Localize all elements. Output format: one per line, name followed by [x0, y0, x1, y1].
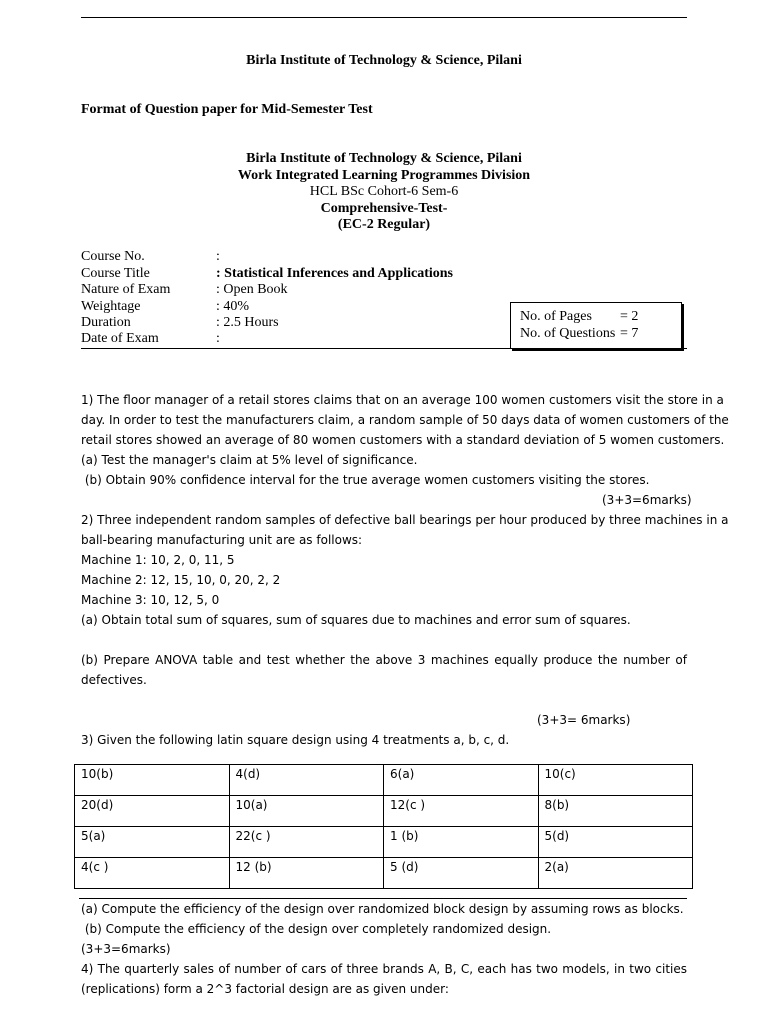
- q2-line-2: ball-bearing manufacturing unit are as follows:: [81, 533, 363, 547]
- table-cell: 22(c ): [229, 827, 384, 858]
- nature-of-exam-value: : Open Book: [216, 282, 288, 297]
- questions-label: No. of Questions: [520, 326, 616, 341]
- q2-part-a: (a) Obtain total sum of squares, sum of squares due to machines and error sum of squares.: [81, 613, 631, 627]
- pages-label: No. of Pages: [520, 309, 592, 324]
- table-cell: 5(a): [75, 827, 230, 858]
- nature-of-exam-label: Nature of Exam: [81, 282, 171, 297]
- questions-value: = 7: [620, 326, 639, 341]
- q3-part-a: (a) Compute the efficiency of the design over randomized block design by assuming rows as blocks.: [81, 902, 684, 916]
- q2-part-b-line-1: (b) Prepare ANOVA table and test whether the above 3 machines equally produce the number of: [81, 653, 687, 667]
- q3-marks: (3+3=6marks): [81, 942, 171, 956]
- q1-line-2: day. In order to test the manufacturers claim, a random sample of 50 days data of women customers of the: [81, 413, 729, 427]
- format-title: Format of Question paper for Mid-Semester Test: [81, 102, 373, 117]
- exam-test-name: Comprehensive-Test-: [320, 200, 448, 216]
- meta-rule: [81, 348, 687, 349]
- table-cell: 12 (b): [229, 858, 384, 889]
- weightage-label: Weightage: [81, 299, 141, 314]
- table-cell: 6(a): [384, 765, 539, 796]
- table-cell: 8(b): [538, 796, 693, 827]
- table-cell: 2(a): [538, 858, 693, 889]
- course-title-value: : Statistical Inferences and Applications: [216, 266, 453, 281]
- exam-cohort: HCL BSc Cohort-6 Sem-6: [309, 184, 459, 199]
- table-row: [75, 858, 693, 889]
- q1-marks: (3+3=6marks): [602, 493, 692, 507]
- q3-parts: [81, 899, 687, 959]
- table-cell: 10(c): [538, 765, 693, 796]
- table-cell: 20(d): [75, 796, 230, 827]
- question-2: [81, 510, 729, 630]
- q2-machine-1: Machine 1: 10, 2, 0, 11, 5: [81, 553, 235, 567]
- date-of-exam-label: Date of Exam: [81, 331, 159, 346]
- q2-machine-3: Machine 3: 10, 12, 5, 0: [81, 593, 220, 607]
- q4-line-1: 4) The quarterly sales of number of cars of three brands A, B, C, each has two models, in two cities: [81, 962, 687, 976]
- q2-part-b: [81, 650, 687, 690]
- table-cell: 10(b): [75, 765, 230, 796]
- latin-square-table: [74, 764, 693, 889]
- pages-box: [510, 302, 682, 349]
- table-cell: 5 (d): [384, 858, 539, 889]
- q2-line-1: 2) Three independent random samples of defective ball bearings per hour produced by three machines in a: [81, 513, 729, 527]
- table-row: [75, 827, 693, 858]
- table-row: [75, 765, 693, 796]
- date-of-exam-value: :: [216, 331, 220, 346]
- pages-value: = 2: [620, 309, 639, 324]
- q1-line-1: 1) The floor manager of a retail stores claims that on an average 100 women customers visit the store in a: [81, 393, 724, 407]
- exam-regular: (EC-2 Regular): [337, 217, 431, 232]
- q1-part-b: (b) Obtain 90% confidence interval for the true average women customers visiting the stores.: [81, 473, 650, 487]
- question-1: [81, 390, 729, 490]
- course-no-value: :: [216, 249, 220, 264]
- question-4: [81, 959, 687, 999]
- q1-part-a: (a) Test the manager's claim at 5% level of significance.: [81, 453, 418, 467]
- q1-line-3: retail stores showed an average of 80 women customers with a standard deviation of 5 women customers.: [81, 433, 725, 447]
- top-rule: [81, 17, 687, 18]
- table-cell: 5(d): [538, 827, 693, 858]
- table-cell: 4(c ): [75, 858, 230, 889]
- exam-division: Work Integrated Learning Programmes Division: [237, 167, 531, 183]
- q2-marks: (3+3= 6marks): [537, 713, 631, 727]
- q3-intro: 3) Given the following latin square design using 4 treatments a, b, c, d.: [81, 733, 510, 747]
- exam-institute: Birla Institute of Technology & Science, Pilani: [246, 151, 522, 166]
- weightage-value: : 40%: [216, 299, 250, 314]
- q2-part-b-line-2: defectives.: [81, 673, 147, 687]
- q2-machine-2: Machine 2: 12, 15, 10, 0, 20, 2, 2: [81, 573, 281, 587]
- table-cell: 12(c ): [384, 796, 539, 827]
- table-row: [75, 796, 693, 827]
- q4-line-2: (replications) form a 2^3 factorial design are as given under:: [81, 982, 449, 996]
- institute-title: Birla Institute of Technology & Science, Pilani: [246, 53, 522, 68]
- q3-part-b: (b) Compute the efficiency of the design over completely randomized design.: [81, 922, 552, 936]
- table-cell: 1 (b): [384, 827, 539, 858]
- course-no-label: Course No.: [81, 249, 145, 264]
- course-title-label: Course Title: [81, 266, 150, 281]
- duration-label: Duration: [81, 315, 131, 330]
- exam-header: [81, 151, 687, 234]
- duration-value: : 2.5 Hours: [216, 315, 279, 330]
- table-cell: 4(d): [229, 765, 384, 796]
- table-cell: 10(a): [229, 796, 384, 827]
